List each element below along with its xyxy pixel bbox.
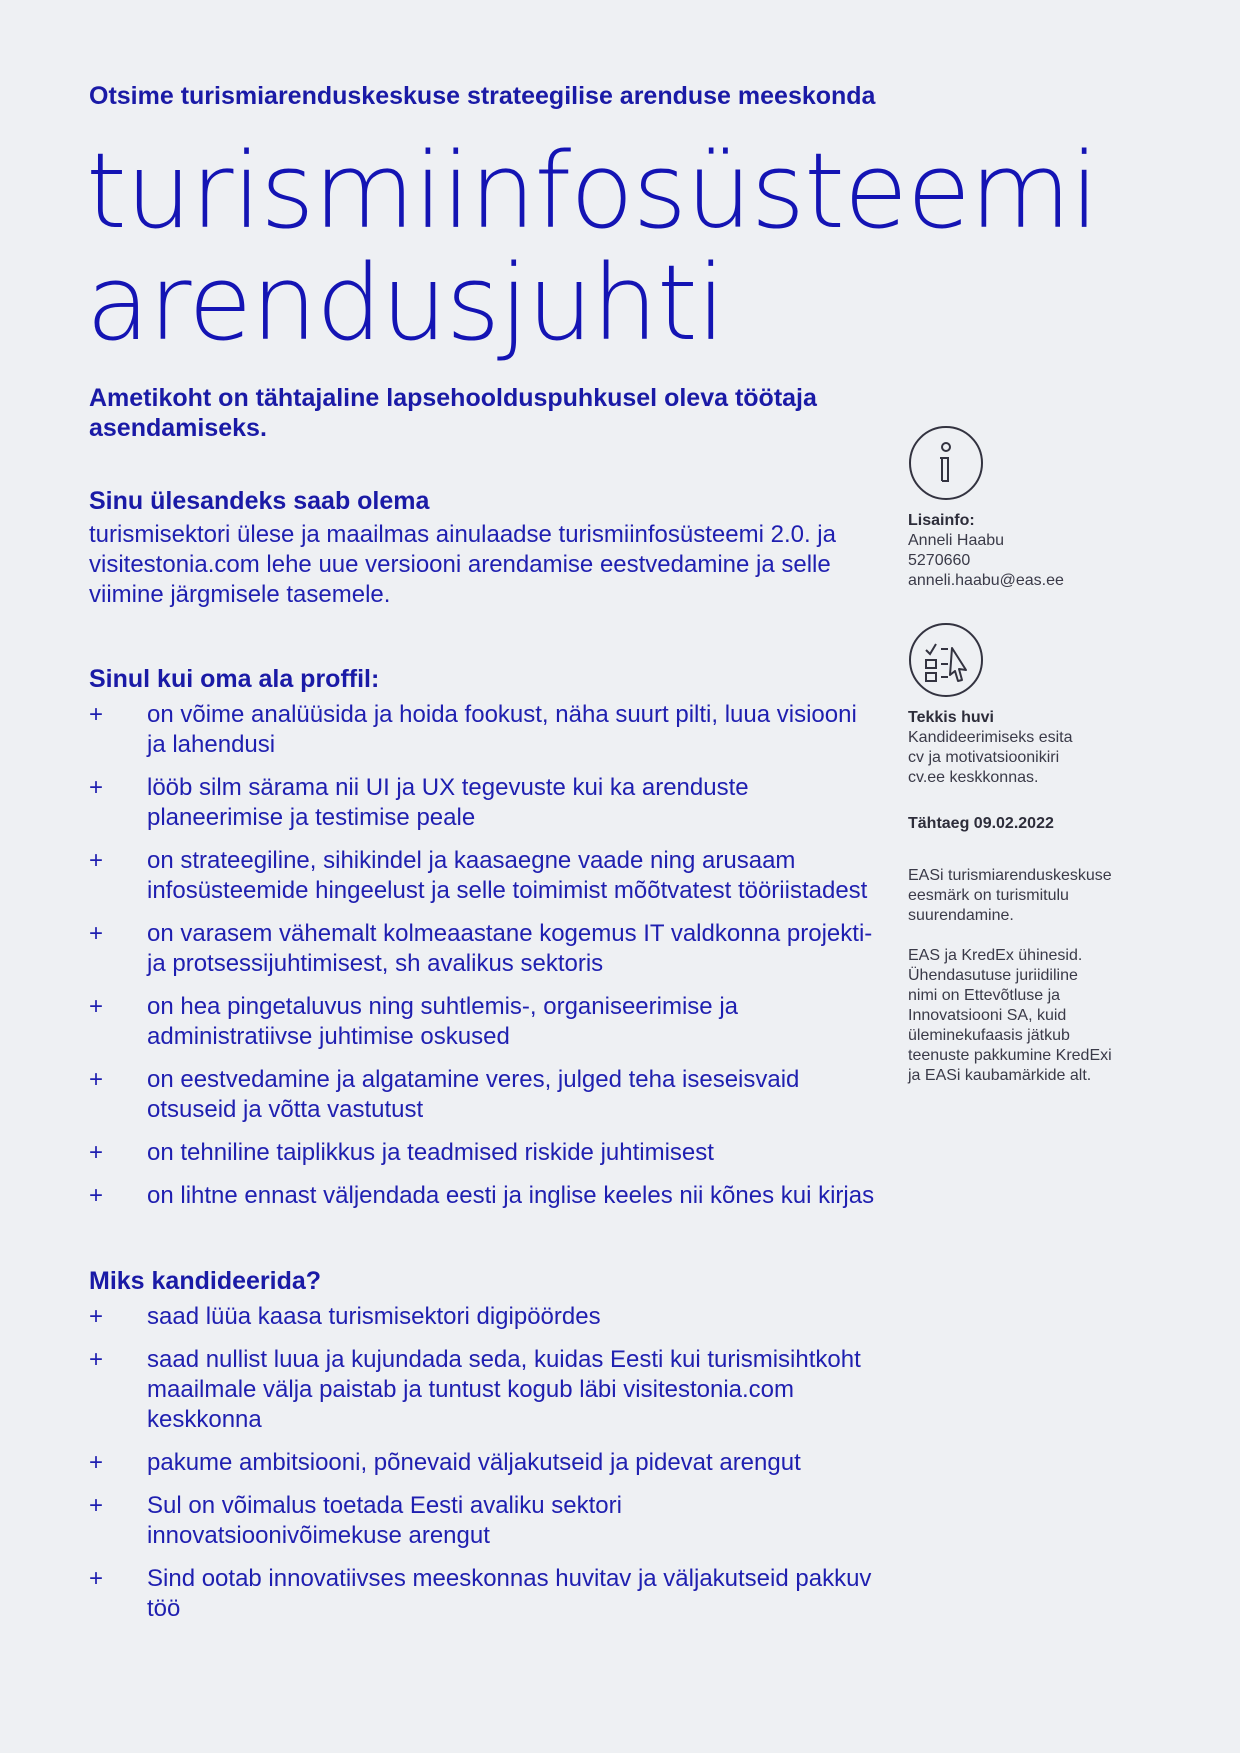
plus-icon: + bbox=[89, 1565, 104, 1592]
why-apply-section bbox=[89, 1266, 879, 1624]
plus-icon: + bbox=[89, 1066, 104, 1093]
plus-icon: + bbox=[89, 1139, 104, 1166]
why-apply-heading: Miks kandideerida? bbox=[89, 1267, 322, 1295]
list-item-text: Sul on võimalus toetada Eesti avaliku sektori innovatsioonivõimekuse arengut bbox=[147, 1492, 622, 1549]
plus-icon: + bbox=[89, 1346, 104, 1373]
plus-icon: + bbox=[89, 774, 104, 801]
list-item bbox=[89, 1181, 879, 1211]
plus-icon: + bbox=[89, 1303, 104, 1330]
contact-email[interactable]: anneli.haabu@eas.ee bbox=[908, 572, 1064, 589]
plus-icon: + bbox=[89, 847, 104, 874]
list-item bbox=[89, 1345, 879, 1435]
list-item-text: Sind ootab innovatiivses meeskonnas huvitav ja väljakutseid pakkuv töö bbox=[147, 1565, 872, 1622]
about-text-2: EAS ja KredEx ühinesid. Ühendasutuse juriidiline nimi on Ettevõtluse ja Innovatsiooni SA, kuid üleminekufaasis jätkub teenuste pakkumine KredExi ja EASi kaubamärkide alt. bbox=[908, 947, 1112, 1084]
list-item bbox=[89, 1302, 879, 1332]
list-item bbox=[89, 773, 879, 833]
about-text-1: EASi turismiarenduskeskuse eesmärk on turismitulu suurendamine. bbox=[908, 867, 1112, 924]
plus-icon: + bbox=[89, 701, 104, 728]
job-title bbox=[86, 130, 1099, 364]
list-item bbox=[89, 700, 879, 760]
list-item-text: on strateegiline, sihikindel ja kaasaegne vaade ning arusaam infosüsteemide hingeelust ja selle toimimist mõõtvatest tööriistadest bbox=[147, 847, 868, 904]
contact-name: Anneli Haabu bbox=[908, 532, 1005, 549]
list-item bbox=[89, 1448, 879, 1478]
profile-list bbox=[89, 700, 879, 1211]
apply-block bbox=[908, 622, 1158, 788]
tasks-text: turismisektori ülese ja maailmas ainulaadse turismiinfosüsteemi 2.0. ja visitestonia.com lehe uue versiooni arendamise eestvedamine ja selle viimine järgmisele tasemele. bbox=[89, 521, 836, 608]
plus-icon: + bbox=[89, 920, 104, 947]
plus-icon: + bbox=[89, 1492, 104, 1519]
list-item bbox=[89, 1138, 879, 1168]
contact-phone[interactable]: 5270660 bbox=[908, 552, 971, 569]
list-item bbox=[89, 846, 879, 906]
info-icon bbox=[908, 425, 984, 501]
list-item bbox=[89, 1491, 879, 1551]
list-item-text: pakume ambitsiooni, põnevaid väljakutseid ja pidevat arengut bbox=[147, 1449, 801, 1476]
list-item-text: on lihtne ennast väljendada eesti ja inglise keeles nii kõnes kui kirjas bbox=[147, 1182, 875, 1209]
kicker-text: Otsime turismiarenduskeskuse strateegilise arenduse meeskonda bbox=[89, 82, 876, 110]
list-item bbox=[89, 992, 879, 1052]
list-item-text: on võime analüüsida ja hoida fookust, näha suurt pilti, luua visiooni ja lahendusi bbox=[147, 701, 857, 758]
position-note: Ametikoht on tähtajaline lapsehoolduspuhkusel oleva töötaja asendamiseks. bbox=[89, 384, 817, 442]
list-item-text: on tehniline taiplikkus ja teadmised riskide juhtimisest bbox=[147, 1139, 714, 1166]
list-item bbox=[89, 1564, 879, 1624]
apply-form-icon bbox=[908, 622, 984, 698]
plus-icon: + bbox=[89, 993, 104, 1020]
tasks-heading: Sinu ülesandeks saab olema bbox=[89, 487, 430, 515]
apply-heading: Tekkis huvi bbox=[908, 709, 994, 726]
list-item bbox=[89, 919, 879, 979]
apply-text: Kandideerimiseks esita cv ja motivatsioonikiri cv.ee keskkonnas. bbox=[908, 729, 1073, 786]
tasks-section bbox=[89, 486, 879, 610]
list-item-text: saad nullist luua ja kujundada seda, kuidas Eesti kui turismisihtkoht maailmale välja paistab ja tuntust kogub läbi visitestonia.com keskkonna bbox=[147, 1346, 861, 1433]
list-item-text: on eestvedamine ja algatamine veres, julged teha iseseisvaid otsuseid ja võtta vastutust bbox=[147, 1066, 800, 1123]
sidebar bbox=[908, 425, 1158, 1086]
plus-icon: + bbox=[89, 1182, 104, 1209]
main-column bbox=[89, 486, 879, 1637]
list-item-text: saad lüüa kaasa turismisektori digipöördes bbox=[147, 1303, 601, 1330]
job-title-line-2: arendusjuhti bbox=[86, 242, 725, 364]
why-apply-list bbox=[89, 1302, 879, 1624]
plus-icon: + bbox=[89, 1449, 104, 1476]
list-item-text: on varasem vähemalt kolmeaastane kogemus IT valdkonna projekti- ja protsessijuhtimisest, sh avalikus sektoris bbox=[147, 920, 873, 977]
profile-heading: Sinul kui oma ala proffil: bbox=[89, 665, 380, 693]
info-heading: Lisainfo: bbox=[908, 512, 975, 529]
job-title-line-1: turismiinfosüsteemi bbox=[86, 130, 1099, 252]
profile-section bbox=[89, 664, 879, 1211]
list-item-text: on hea pingetaluvus ning suhtlemis-, organiseerimise ja administratiivse juhtimise oskused bbox=[147, 993, 738, 1050]
deadline: Tähtaeg 09.02.2022 bbox=[908, 815, 1054, 832]
list-item bbox=[89, 1065, 879, 1125]
list-item-text: lööb silm särama nii UI ja UX tegevuste kui ka arenduste planeerimise ja testimise peale bbox=[147, 774, 749, 831]
